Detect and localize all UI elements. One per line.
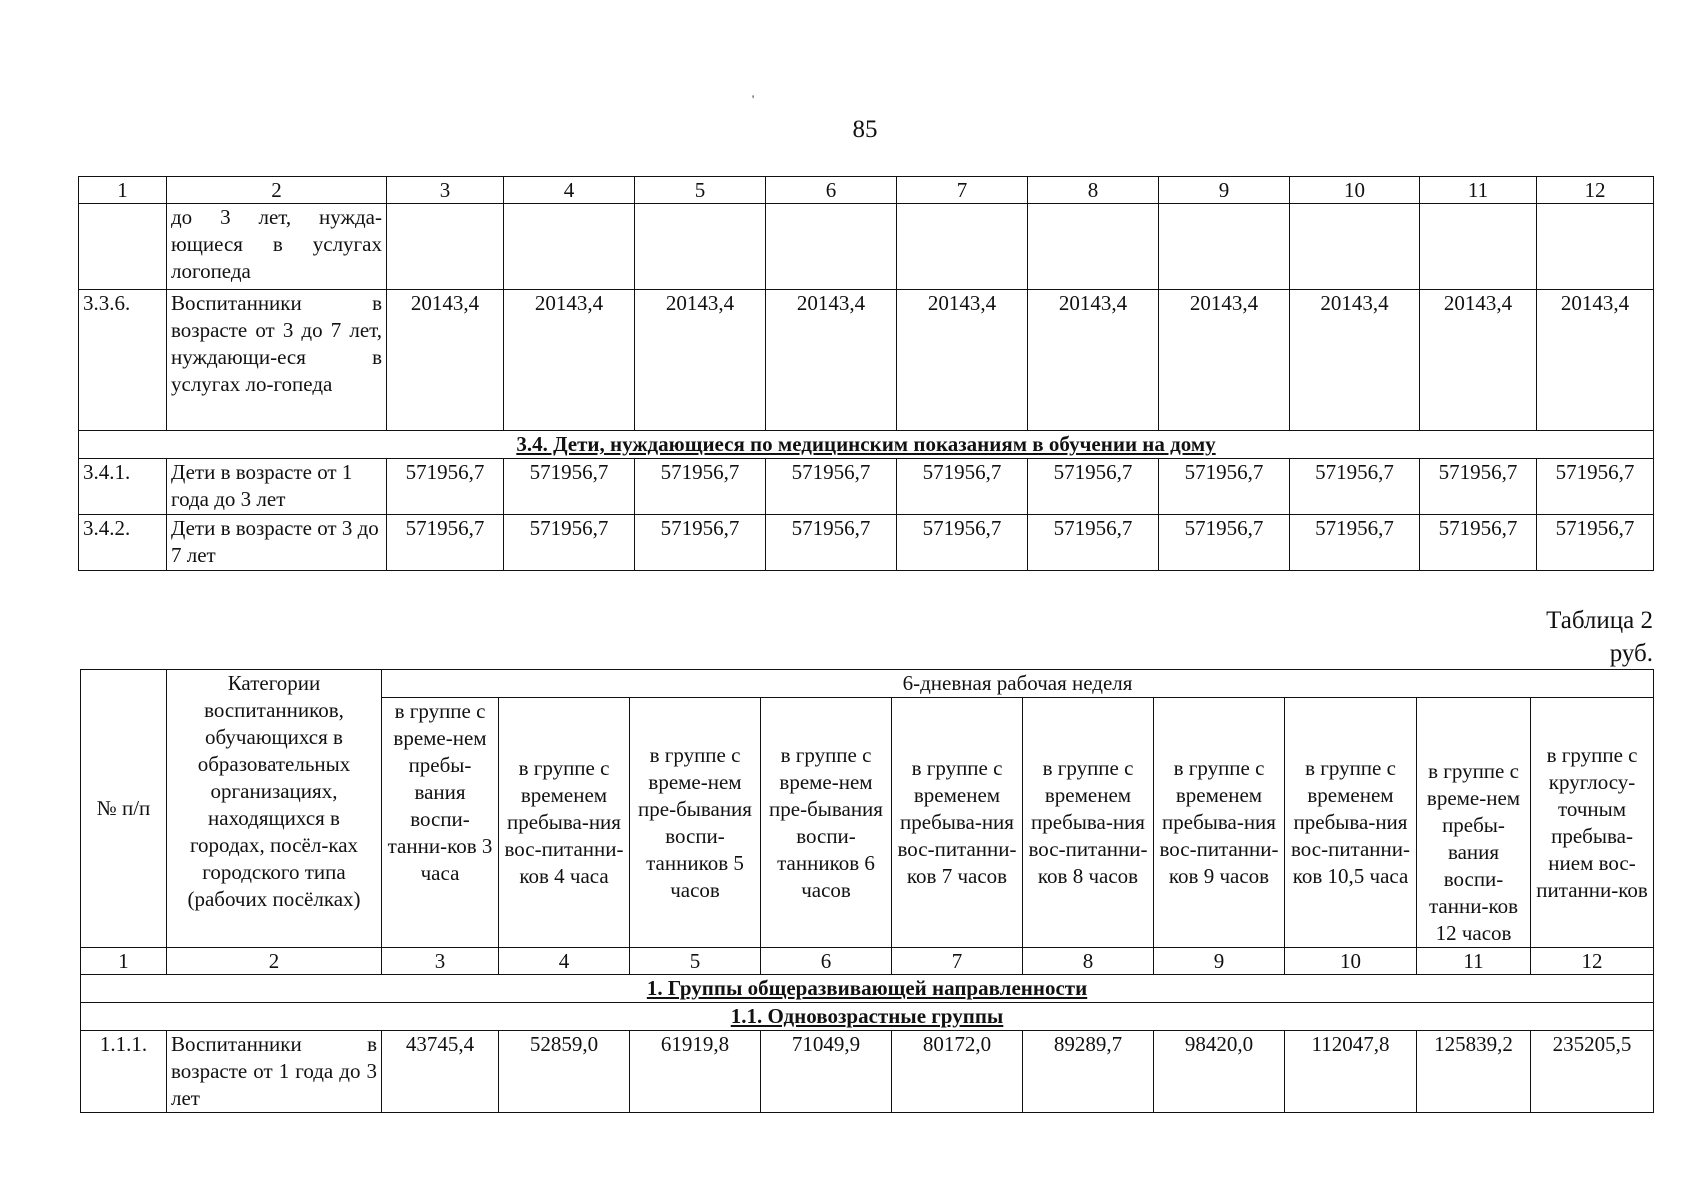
value-cell: 20143,4: [1028, 290, 1159, 431]
table-row: [79, 290, 1654, 431]
column-number: 6: [766, 177, 897, 204]
value-cell: 571956,7: [635, 459, 766, 515]
table-2-title: Таблица 2: [1546, 607, 1653, 634]
row-number: [79, 204, 167, 290]
value-cell: 235205,5: [1531, 1031, 1654, 1113]
column-number: 10: [1290, 177, 1420, 204]
column-header-number: № п/п: [81, 670, 167, 948]
value-cell: 571956,7: [387, 459, 504, 515]
value-cell: 571956,7: [766, 515, 897, 571]
value-cell: 20143,4: [1290, 290, 1420, 431]
table-2-number-row: [81, 948, 1654, 975]
value-cell: 571956,7: [1159, 515, 1290, 571]
table-row: [79, 204, 1654, 290]
value-cell: 20143,4: [1420, 290, 1537, 431]
row-label: Дети в возрасте от 1 года до 3 лет: [167, 459, 387, 515]
column-number: 6: [761, 948, 892, 975]
column-number: 7: [897, 177, 1028, 204]
value-cell: 571956,7: [387, 515, 504, 571]
value-cell: 89289,7: [1023, 1031, 1154, 1113]
value-cell: 71049,9: [761, 1031, 892, 1113]
column-number: 8: [1023, 948, 1154, 975]
value-cell: 571956,7: [1290, 459, 1420, 515]
column-number: 1: [81, 948, 167, 975]
column-number: 1: [79, 177, 167, 204]
section-row: [81, 975, 1654, 1003]
group-header: в группе с време-нем пре-бывания воспи-танников 6 часов: [761, 698, 892, 948]
table-row: [79, 515, 1654, 571]
value-cell: 571956,7: [504, 515, 635, 571]
value-cell: 52859,0: [499, 1031, 630, 1113]
value-cell: 125839,2: [1417, 1031, 1531, 1113]
section-row: [81, 1003, 1654, 1031]
value-cell: 571956,7: [1028, 515, 1159, 571]
table-2: [80, 669, 1654, 1113]
value-cell: 571956,7: [1537, 459, 1654, 515]
column-number: 7: [892, 948, 1023, 975]
column-number: 11: [1417, 948, 1531, 975]
value-cell: 571956,7: [635, 515, 766, 571]
value-cell: 43745,4: [382, 1031, 499, 1113]
value-cell: 80172,0: [892, 1031, 1023, 1113]
value-cell: 20143,4: [1537, 290, 1654, 431]
group-header: в группе с време-нем пре-бывания воспи-танников 5 часов: [630, 698, 761, 948]
column-number: 5: [635, 177, 766, 204]
column-number: 12: [1531, 948, 1654, 975]
table-2-unit: руб.: [1609, 640, 1653, 667]
group-header: в группе с временем пребыва-ния вос-питанни-ков 7 часов: [892, 698, 1023, 948]
value-cell: 20143,4: [897, 290, 1028, 431]
column-number: 8: [1028, 177, 1159, 204]
row-label: Воспитанники в возрасте от 1 года до 3 лет: [167, 1031, 382, 1113]
value-cell: 98420,0: [1154, 1031, 1285, 1113]
row-label: Воспитанники в возрасте от 3 до 7 лет, нуждающи-еся в услугах ло-гопеда: [167, 290, 387, 431]
table-1-number-row: [79, 177, 1654, 204]
week-header: 6-дневная рабочая неделя: [382, 670, 1654, 698]
column-number: 5: [630, 948, 761, 975]
table-row: [81, 1031, 1654, 1113]
column-number: 2: [167, 948, 382, 975]
value-cell: 20143,4: [766, 290, 897, 431]
value-cell: 571956,7: [1028, 459, 1159, 515]
column-number: 4: [499, 948, 630, 975]
row-label: Дети в возрасте от 3 до 7 лет: [167, 515, 387, 571]
group-header: в группе с круглосу-точным пребыва-нием вос-питанни-ков: [1531, 698, 1654, 948]
group-header: в группе с временем пребыва-ния вос-питанни-ков 9 часов: [1154, 698, 1285, 948]
table-row: [79, 459, 1654, 515]
value-cell: 20143,4: [1159, 290, 1290, 431]
value-cell: 571956,7: [1420, 515, 1537, 571]
value-cell: 571956,7: [897, 515, 1028, 571]
section-row: [79, 431, 1654, 459]
column-number: 2: [167, 177, 387, 204]
stray-mark: ': [752, 92, 755, 106]
value-cell: 112047,8: [1285, 1031, 1417, 1113]
row-label: до 3 лет, нужда-ющиеся в услугах логопеда: [167, 204, 387, 290]
group-header: в группе с временем пребыва-ния вос-питанни-ков 10,5 часа: [1285, 698, 1417, 948]
subsection-title: 1.1. Одновозрастные группы: [81, 1003, 1654, 1031]
group-header: в группе с време-нем пребы-вания воспи-танни-ков 12 часов: [1417, 698, 1531, 948]
value-cell: 20143,4: [504, 290, 635, 431]
group-header: в группе с временем пребыва-ния вос-питанни-ков 4 часа: [499, 698, 630, 948]
value-cell: 571956,7: [1159, 459, 1290, 515]
header-row: [81, 670, 1654, 698]
value-cell: 20143,4: [387, 290, 504, 431]
column-number: 9: [1154, 948, 1285, 975]
table-1: [78, 176, 1654, 571]
column-number: 9: [1159, 177, 1290, 204]
column-number: 3: [382, 948, 499, 975]
row-number: 3.4.2.: [79, 515, 167, 571]
row-number: 1.1.1.: [81, 1031, 167, 1113]
column-number: 12: [1537, 177, 1654, 204]
row-number: 3.3.6.: [79, 290, 167, 431]
value-cell: 571956,7: [766, 459, 897, 515]
value-cell: 571956,7: [1420, 459, 1537, 515]
value-cell: 571956,7: [897, 459, 1028, 515]
page-number: 85: [852, 116, 878, 143]
row-number: 3.4.1.: [79, 459, 167, 515]
group-header: в группе с време-нем пребы-вания воспи-танни-ков 3 часа: [382, 698, 499, 948]
value-cell: 20143,4: [635, 290, 766, 431]
section-title: 3.4. Дети, нуждающиеся по медицинским показаниям в обучении на дому: [79, 431, 1654, 459]
section-title: 1. Группы общеразвивающей направленности: [81, 975, 1654, 1003]
column-number: 10: [1285, 948, 1417, 975]
column-number: 4: [504, 177, 635, 204]
value-cell: 61919,8: [630, 1031, 761, 1113]
column-number: 11: [1420, 177, 1537, 204]
value-cell: 571956,7: [504, 459, 635, 515]
value-cell: 571956,7: [1290, 515, 1420, 571]
group-header: в группе с временем пребыва-ния вос-питанни-ков 8 часов: [1023, 698, 1154, 948]
column-header-category: Категории воспитанников, обучающихся в образовательных организациях, находящихся в городах, посёл-ках городского типа (рабочих посёлках): [167, 670, 382, 948]
column-number: 3: [387, 177, 504, 204]
value-cell: 571956,7: [1537, 515, 1654, 571]
